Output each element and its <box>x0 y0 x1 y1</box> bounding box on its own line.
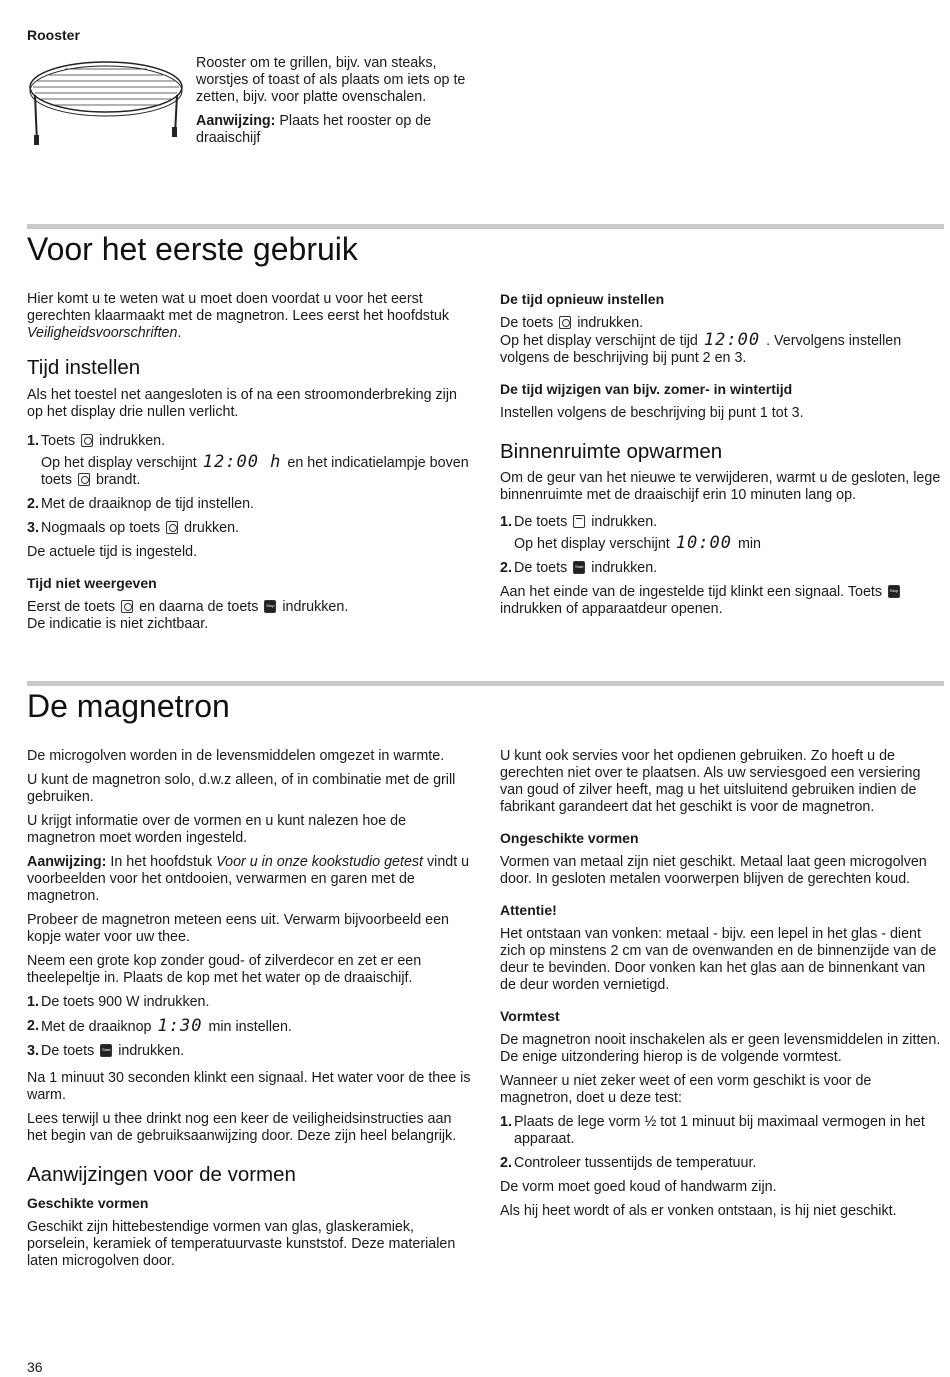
section2-right-column <box>500 748 945 1227</box>
tijd-intro: Als het toestel net aangesloten is of na een stroomonderbreking zijn op het display drie nullen verlicht. <box>27 387 457 420</box>
section-title-eerste-gebruik: Voor het eerste gebruik <box>27 231 358 267</box>
paragraph: Na 1 minuut 30 seconden klinkt een signaal. Het water voor de thee is warm. <box>27 1070 471 1103</box>
binnenruimte-intro: Om de geur van het nieuwe te verwijderen, warmt u de gesloten, lege binnenruimte met de draaischijf erin 10 minuten lang op. <box>500 470 941 503</box>
step-3: 3. Nogmaals op toets drukken. <box>27 520 239 536</box>
vormtest-heading: Vormtest <box>500 1008 560 1024</box>
page-number: 36 <box>27 1359 43 1375</box>
ongeschikte-vormen-heading: Ongeschikte vormen <box>500 830 639 846</box>
section-title-magnetron: De magnetron <box>27 688 230 724</box>
tijd-niet-weergeven-heading: Tijd niet weergeven <box>27 575 157 591</box>
paragraph: Lees terwijl u thee drinkt nog een keer de veiligheidsinstructies aan het begin van de gebruiksaanwijzing door. Deze zijn heel belangrijk. <box>27 1111 457 1144</box>
vormtest-text: De vorm moet goed koud of handwarm zijn. <box>500 1179 777 1195</box>
step-2: 2. Met de draaiknop de tijd instellen. <box>27 496 254 512</box>
display-readout: 1:30 <box>157 1016 203 1036</box>
rooster-heading: Rooster <box>27 27 80 43</box>
tijd-wijzigen-text: Instellen volgens de beschrijving bij punt 1 tot 3. <box>500 405 804 421</box>
aanwijzing-paragraph: Aanwijzing: In het hoofdstuk Voor u in onze kookstudio getest vindt u voorbeelden voor het ontdooien, verwarmen en garen met de magnetron. <box>27 854 470 904</box>
vormtest-step-1: 1. Plaats de lege vorm ½ tot 1 minuut bij maximaal vermogen in het apparaat. <box>500 1114 925 1147</box>
paragraph: U kunt ook servies voor het opdienen gebruiken. Zo hoeft u de gerechten niet over te plaatsen. Als uw serviesgoed een versiering van goud of zilver heeft, mag u het uitsluitend gebruiken indien de fabrikant garandeert dat het geschikt is voor de magnetron. <box>500 748 921 815</box>
vormtest-text: De magnetron nooit inschakelen als er geen levensmiddelen in zitten. De enige uitzondering hierop is de volgende vormtest. <box>500 1032 941 1065</box>
grill-rack-illustration <box>27 55 185 150</box>
tijd-instellen-heading: Tijd instellen <box>27 356 141 379</box>
magnetron-step-1: 1. De toets 900 W indrukken. <box>27 994 210 1010</box>
tijd-opnieuw-text: De toets indrukken. Op het display verschijnt de tijd 12:00 . Vervolgens instellen volgens de beschrijving bij punt 2 en 3. <box>500 315 902 366</box>
binnen-step-1: 1. De toets indrukken. Op het display verschijnt 10:00 min <box>500 514 761 553</box>
stop-key-icon <box>264 600 276 613</box>
actuele-tijd-text: De actuele tijd is ingesteld. <box>27 544 198 560</box>
clock-key-icon <box>121 600 133 613</box>
attentie-heading: Attentie! <box>500 902 557 918</box>
start-key-icon <box>573 561 585 574</box>
ongeschikte-vormen-text: Vormen van metaal zijn niet geschikt. Metaal laat geen microgolven door. In gesloten metalen voorwerpen blijven de gerechten koud. <box>500 854 927 887</box>
clock-key-icon <box>81 434 93 447</box>
clock-key-icon <box>559 316 571 329</box>
tijd-opnieuw-heading: De tijd opnieuw instellen <box>500 291 665 307</box>
stop-key-icon <box>888 585 900 598</box>
binnen-step-2: 2. De toets Start indrukken. <box>500 560 945 577</box>
paragraph: U kunt de magnetron solo, d.w.z alleen, of in combinatie met de grill gebruiken. <box>27 772 456 805</box>
magnetron-step-2: 2. Met de draaiknop 1:30 min instellen. <box>27 1016 292 1036</box>
section-divider <box>27 681 944 686</box>
rooster-note: Aanwijzing: Plaats het rooster op de draaischijf <box>196 113 432 146</box>
geschikte-vormen-heading: Geschikte vormen <box>27 1195 149 1211</box>
display-readout: 10:00 <box>675 533 732 553</box>
magnetron-step-3: 3. De toets Start indrukken. <box>27 1043 472 1060</box>
paragraph: De microgolven worden in de levensmiddelen omgezet in warmte. <box>27 748 445 764</box>
section2-left-column <box>27 748 472 1277</box>
rooster-text: Rooster om te grillen, bijv. van steaks, worstjes of toast of als plaats om iets op te zetten, bijv. voor platte ovenschalen. <box>196 55 466 105</box>
paragraph: U krijgt informatie over de vormen en u kunt nalezen hoe de magnetron moet worden ingesteld. <box>27 813 407 846</box>
vormen-heading: Aanwijzingen voor de vormen <box>27 1163 296 1186</box>
rooster-description <box>196 55 471 154</box>
section1-left-column <box>27 291 472 640</box>
clock-key-icon <box>78 473 90 486</box>
binnenruimte-heading: Binnenruimte opwarmen <box>500 440 723 463</box>
attentie-text: Het ontstaan van vonken: metaal - bijv. een lepel in het glas - dient zich op minstens 2 cm van de ovenwanden en de binnenzijde van de deur te bevinden. Door vonken kan het glas aan de binnenkant van de deur worden vernietigd. <box>500 926 937 993</box>
tijd-niet-weergeven-text: Eerst de toets en daarna de toets Stop indrukken. De indicatie is niet zichtbaar. <box>27 599 472 633</box>
display-readout: 12:00 h <box>202 452 282 472</box>
step-1: 1. Toets indrukken. Op het display verschijnt 12:00 h en het indicatielampje boven toets brandt. <box>27 433 469 488</box>
clock-key-icon <box>166 521 178 534</box>
section1-right-column <box>500 291 945 625</box>
grill-key-icon <box>573 515 585 528</box>
section-divider <box>27 224 944 229</box>
display-readout: 12:00 <box>703 330 761 350</box>
paragraph: Probeer de magnetron meteen eens uit. Verwarm bijvoorbeeld een kopje water voor uw thee. <box>27 912 450 945</box>
binnenruimte-end: Aan het einde van de ingestelde tijd klinkt een signaal. Toets Stop indrukken of apparaatdeur openen. <box>500 584 945 618</box>
geschikte-vormen-text: Geschikt zijn hittebestendige vormen van glas, glaskeramiek, porselein, keramiek of temperatuurvaste kunststof. Deze materialen laten microgolven door. <box>27 1219 456 1269</box>
vormtest-text: Wanneer u niet zeker weet of een vorm geschikt is voor de magnetron, doet u deze test: <box>500 1073 872 1106</box>
tijd-wijzigen-heading: De tijd wijzigen van bijv. zomer- in wintertijd <box>500 381 793 397</box>
vormtest-step-2: 2. Controleer tussentijds de temperatuur. <box>500 1155 757 1171</box>
start-key-icon <box>100 1044 112 1057</box>
intro-paragraph: Hier komt u te weten wat u moet doen voordat u voor het eerst gerechten klaarmaakt met de magnetron. Lees eerst het hoofdstuk Veiligheidsvoorschriften. <box>27 291 450 341</box>
vormtest-text: Als hij heet wordt of als er vonken ontstaan, is hij niet geschikt. <box>500 1203 897 1219</box>
paragraph: Neem een grote kop zonder goud- of zilverdecor en zet er een theelepeltje in. Plaats de kop met het water op de draaischijf. <box>27 953 422 986</box>
